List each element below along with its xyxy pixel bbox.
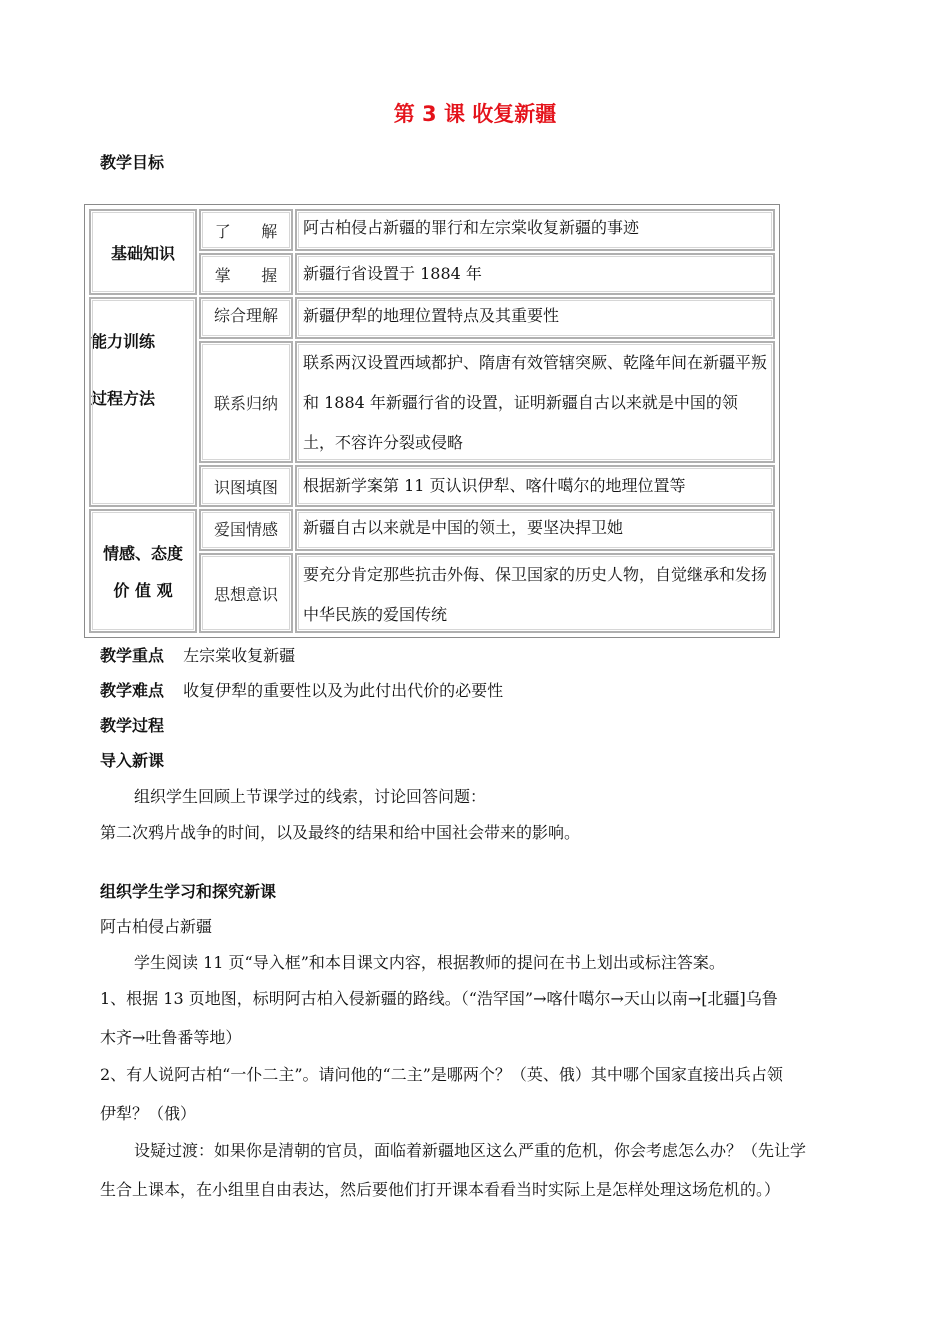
desc-cell-ideology — [295, 553, 775, 633]
question-2-line-2: 伊犁？（俄） — [100, 1104, 197, 1123]
difficult-point-row — [100, 678, 503, 701]
desc-comprehension: 新疆伊犁的地理位置特点及其重要性 — [303, 306, 560, 325]
desc-patriotism: 新疆自古以来就是中国的领土，要坚决捍卫她 — [303, 518, 624, 537]
study-paragraph-1: 学生阅读 11 页“导入框”和本目课文内容，根据教师的提问在书上划出或标注答案。 — [134, 953, 725, 972]
difficult-point-label: 教学难点 — [100, 681, 165, 700]
category-emotion-label-2: 价 值 观 — [113, 581, 173, 600]
category-basic-label: 基础知识 — [110, 243, 175, 263]
desc-cell-master — [295, 253, 775, 295]
section-title: 阿古柏侵占新疆 — [100, 917, 213, 936]
desc-cell-map — [295, 465, 775, 507]
sub-cell-comprehension — [199, 297, 293, 339]
key-point-label: 教学重点 — [100, 646, 165, 665]
difficult-point-text: 收复伊犁的重要性以及为此付出代价的必要性 — [183, 681, 504, 700]
intro-heading: 导入新课 — [100, 751, 165, 770]
sub-label-understand: 了 解 — [214, 221, 278, 241]
sub-cell-understand — [199, 209, 293, 251]
intro-paragraph-1: 组织学生回顾上节课学过的线索，讨论回答问题： — [134, 787, 487, 806]
desc-cell-summarize — [295, 341, 775, 463]
key-point-row — [100, 643, 295, 666]
sub-label-patriotism: 爱国情感 — [213, 520, 278, 539]
objectives-table — [84, 204, 780, 638]
category-basic — [89, 209, 197, 295]
sub-cell-map — [199, 465, 293, 507]
intro-paragraph-2: 第二次鸦片战争的时间，以及最终的结果和给中国社会带来的影响。 — [100, 823, 581, 842]
sub-label-map: 识图填图 — [213, 477, 278, 497]
sub-label-summarize: 联系归纳 — [213, 393, 278, 413]
category-ability — [89, 297, 197, 507]
sub-cell-summarize — [199, 341, 293, 463]
key-point-text: 左宗棠收复新疆 — [183, 646, 296, 665]
study-heading: 组织学生学习和探究新课 — [100, 882, 277, 901]
desc-cell-understand — [295, 209, 775, 251]
question-1-line-2: 木齐→吐鲁番等地） — [100, 1028, 242, 1047]
desc-summarize: 联系两汉设置西域都护、隋唐有效管辖突厥、乾隆年间在新疆平叛和 1884 年新疆行省的设置，证明新疆自古以来就是中国的领土，不容许分裂或侵略 — [303, 353, 768, 452]
desc-understand: 阿古柏侵占新疆的罪行和左宗棠收复新疆的事迹 — [303, 218, 640, 237]
transition-line-1: 设疑过渡：如果你是清朝的官员，面临着新疆地区这么严重的危机，你会考虑怎么办？（先让学 — [134, 1141, 807, 1160]
process-heading: 教学过程 — [100, 716, 165, 735]
sub-cell-master — [199, 253, 293, 295]
page-title: 第 3 课 收复新疆 — [393, 102, 557, 126]
desc-map: 根据新学案第 11 页认识伊犁、喀什噶尔的地理位置等 — [303, 476, 686, 495]
sub-cell-patriotism — [199, 509, 293, 551]
desc-cell-comprehension — [295, 297, 775, 339]
desc-cell-patriotism — [295, 509, 775, 551]
category-ability-label-1: 能力训练 — [91, 332, 156, 351]
desc-master: 新疆行省设置于 1884 年 — [303, 264, 482, 283]
question-2-line-1: 2、有人说阿古柏“一仆二主”。请问他的“二主”是哪两个？（英、俄）其中哪个国家直接出兵占领 — [100, 1065, 783, 1084]
category-emotion-label-1: 情感、态度 — [102, 544, 183, 563]
sub-cell-ideology — [199, 553, 293, 633]
category-emotion — [89, 509, 197, 633]
sub-label-comprehension: 综合理解 — [213, 306, 278, 325]
question-1-line-1: 1、根据 13 页地图，标明阿古柏入侵新疆的路线。（“浩罕国”→喀什噶尔→天山以南→[北疆]乌鲁 — [100, 989, 778, 1008]
transition-line-2: 生合上课本，在小组里自由表达，然后要他们打开课本看看当时实际上是怎样处理这场危机的。） — [100, 1180, 781, 1199]
sub-label-ideology: 思想意识 — [213, 584, 278, 604]
sub-label-master: 掌 握 — [214, 265, 278, 285]
category-ability-label-2: 过程方法 — [91, 389, 156, 408]
objectives-heading: 教学目标 — [100, 153, 165, 172]
desc-ideology: 要充分肯定那些抗击外侮、保卫国家的历史人物，自觉继承和发扬中华民族的爱国传统 — [303, 565, 768, 624]
